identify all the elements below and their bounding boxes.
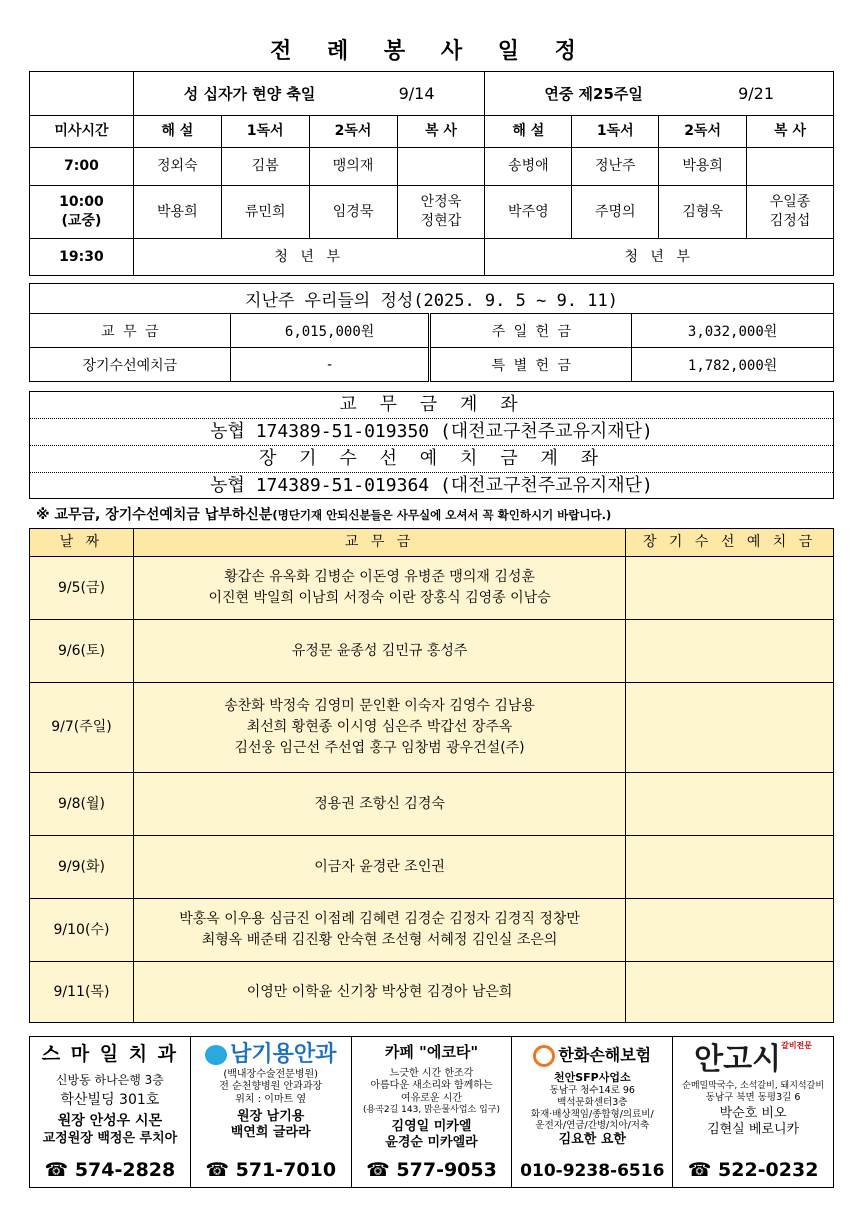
- server-cell: [397, 148, 485, 186]
- ad-phone: 010-9238-6516: [520, 1161, 665, 1181]
- donor-header-date: 날 짜: [30, 529, 134, 557]
- feast2-header: [485, 72, 834, 116]
- server-cell: 정외숙: [133, 148, 221, 186]
- page-title: 전 례 봉 사 일 정: [270, 39, 590, 64]
- ad-line: 윤경순 미카엘라: [385, 1134, 478, 1150]
- donor-date: 9/6(토): [30, 620, 134, 683]
- server-cell: 박주영: [485, 186, 572, 239]
- notice-main: ※ 교무금, 장기수선예치금 납부하신분: [36, 507, 273, 523]
- ad-strip: [29, 1036, 834, 1188]
- donor-ltr: [626, 773, 834, 836]
- table-row: [30, 773, 834, 836]
- donor-date: 9/7(주일): [30, 683, 134, 773]
- donor-names: 황갑손 유옥화 김병순 이돈영 유병준 맹의재 김성훈 이진현 박일희 이남희 서정숙 이란 장홍식 김영종 이남승: [133, 557, 625, 620]
- ad-phone: ☎ 574-2828: [44, 1159, 176, 1181]
- server-cell: 박용희: [659, 148, 747, 186]
- donor-names: 이영만 이학윤 신기창 박상현 김경아 남은희: [133, 962, 625, 1023]
- youth-group-cell: 청 년 부: [485, 239, 834, 276]
- donor-header-ltr: 장 기 수 선 예 치 금: [626, 529, 834, 557]
- ad-line: (백내장수술전문병원): [223, 1068, 319, 1080]
- ad-title: 한화손해보험: [512, 1045, 672, 1067]
- ad-line: 여유로운 시간: [400, 1092, 463, 1104]
- offering-value: 1,782,000원: [632, 348, 834, 382]
- offering-value: 6,015,000원: [230, 314, 430, 348]
- table-row: [30, 557, 834, 620]
- notice: [36, 504, 611, 524]
- ad-restaurant: [673, 1037, 833, 1187]
- donor-names: 정용권 조항신 김경숙: [133, 773, 625, 836]
- donor-ltr: [626, 962, 834, 1023]
- server-cell: 박용희: [133, 186, 221, 239]
- col-header: 1독서: [221, 116, 309, 148]
- offering-table: [29, 283, 834, 382]
- feast1-header: [133, 72, 485, 116]
- server-cell: 송병애: [485, 148, 572, 186]
- feast2-name: 연중 제25주일: [544, 84, 643, 103]
- ad-line: 위치 : 이마트 옆: [235, 1093, 307, 1105]
- table-row: [30, 620, 834, 683]
- col-header: 2독서: [659, 116, 747, 148]
- table-row: [30, 962, 834, 1023]
- donor-ltr: [626, 899, 834, 962]
- ad-tag: 갈비전문: [781, 1041, 813, 1050]
- notice-sub: (명단기재 안되신분들은 사무실에 오셔서 꼭 확인하시기 바랍니다.): [272, 508, 612, 522]
- eye-logo-icon: [205, 1045, 227, 1065]
- donor-names: 유정문 윤종성 김민규 홍성주: [133, 620, 625, 683]
- donor-names: 이금자 윤경란 조인권: [133, 836, 625, 899]
- ad-line: 교정원장 백정은 루치아: [42, 1130, 178, 1146]
- donor-date: 9/9(화): [30, 836, 134, 899]
- server-cell: 임경묵: [309, 186, 397, 239]
- ad-line: 신방동 하나은행 3층: [55, 1072, 164, 1087]
- mass-time: 7:00: [30, 148, 134, 186]
- donor-names: 송찬화 박정숙 김영미 문인환 이숙자 김영수 김남용 최선희 황현종 이시영 심은주 박갑선 장주옥 김선웅 임근선 주선엽 홍구 임창범 광우건설(주): [133, 683, 625, 773]
- donor-ltr: [626, 557, 834, 620]
- offering-label: 주 일 헌 금: [430, 314, 632, 348]
- mass-time: 10:00 (교중): [30, 186, 134, 239]
- donor-names: 박홍옥 이우용 심금진 이점례 김혜련 김경순 김정자 김경직 정창만 최형옥 배준태 김진황 안숙현 조선형 서혜정 김인실 조은의: [133, 899, 625, 962]
- server-cell: 맹의재: [309, 148, 397, 186]
- donor-ltr: [626, 683, 834, 773]
- server-cell: 안정욱 정현갑: [397, 186, 485, 239]
- account-title: 교 무 금 계 좌: [30, 392, 833, 419]
- ad-title: 카페 "에코타": [384, 1043, 479, 1061]
- col-header: 복 사: [747, 116, 834, 148]
- hanwha-logo-icon: [533, 1045, 555, 1067]
- table-row: [30, 899, 834, 962]
- donor-ltr: [626, 620, 834, 683]
- ad-line: 원장 남기용: [237, 1109, 305, 1124]
- ad-line: 느긋한 시간 한조각: [389, 1067, 474, 1079]
- ad-cafe: [352, 1037, 513, 1187]
- ad-phone: ☎ 577-9053: [366, 1159, 497, 1181]
- col-header: 2독서: [309, 116, 397, 148]
- ad-line: 원장 안성우 시몬: [57, 1113, 163, 1130]
- account-number: 농협 174389-51-019364 (대전교구천주교유지재단): [210, 475, 653, 496]
- account-box: [29, 391, 834, 499]
- offering-label: 교 무 금: [30, 314, 231, 348]
- corner-cell: [30, 72, 134, 116]
- ad-title: 남기용안과: [191, 1041, 351, 1069]
- offering-value: 3,032,000원: [632, 314, 834, 348]
- donor-date: 9/11(목): [30, 962, 134, 1023]
- server-cell: 김봄: [221, 148, 309, 186]
- youth-group-cell: 청 년 부: [133, 239, 485, 276]
- ad-line: 박순호 비오: [719, 1105, 787, 1121]
- donor-date: 9/5(금): [30, 557, 134, 620]
- donor-date: 9/8(월): [30, 773, 134, 836]
- feast2-date: 9/21: [738, 83, 775, 103]
- schedule-table: [29, 71, 834, 276]
- ad-line: 전 순천향병원 안과과장: [219, 1081, 323, 1092]
- mass-time: 19:30: [30, 239, 134, 276]
- feast1-date: 9/14: [398, 83, 435, 103]
- ad-dental: [30, 1037, 191, 1187]
- ad-line: 아름다운 새소리와 함께하는: [370, 1080, 493, 1092]
- col-header: 1독서: [572, 116, 659, 148]
- server-cell: 주명의: [572, 186, 659, 239]
- ad-line: 동남구 북면 동평3길 6: [705, 1091, 801, 1103]
- account-title: 장 기 수 선 예 치 금 계 좌: [30, 446, 833, 473]
- ad-line: 천안SFP사업소: [553, 1071, 631, 1084]
- offering-value: -: [230, 348, 430, 382]
- ad-line: 학산빌딩 301호: [60, 1091, 160, 1108]
- ad-title: 스 마 일 치 과: [41, 1043, 179, 1065]
- account-number: 농협 174389-51-019350 (대전교구천주교유지재단): [30, 419, 833, 446]
- donor-date: 9/10(수): [30, 899, 134, 962]
- ad-line: 순메밀막국수, 소석갈비, 돼지석갈비: [682, 1080, 825, 1091]
- donor-ltr: [626, 836, 834, 899]
- ad-line: 김요한 요한: [558, 1132, 626, 1148]
- offering-caption: 지난주 우리들의 정성(2025. 9. 5 ~ 9. 11): [30, 284, 834, 314]
- col-header: 해 설: [485, 116, 572, 148]
- col-header: 복 사: [397, 116, 485, 148]
- col-header: 해 설: [133, 116, 221, 148]
- ad-insurance: [512, 1037, 673, 1187]
- server-cell: 김형욱: [659, 186, 747, 239]
- ad-line: (용곡2길 143, 맑은물사업소 입구): [362, 1105, 500, 1116]
- col-header: 미사시간: [30, 116, 134, 148]
- donor-header-names: 교 무 금: [133, 529, 625, 557]
- donor-table: [29, 528, 834, 1023]
- offering-label: 특 별 헌 금: [430, 348, 632, 382]
- ad-line: 동남구 청수14로 96: [549, 1084, 635, 1096]
- ad-title: 안고시$^{갈비전문}$: [694, 1041, 813, 1077]
- ad-line: 김영일 미카엘: [391, 1118, 472, 1134]
- ad-line: 백석문화센터3층: [557, 1096, 628, 1108]
- table-row: [30, 836, 834, 899]
- ad-line: 운전자/연금/간병/치아/저축: [535, 1120, 650, 1132]
- server-cell: 우일종 김정섭: [747, 186, 834, 239]
- server-cell: 류민희: [221, 186, 309, 239]
- ad-phone: ☎ 571-7010: [205, 1159, 337, 1181]
- ad-line: 백연희 글라라: [230, 1125, 311, 1141]
- ad-eye-clinic: [191, 1037, 352, 1187]
- ad-phone: ☎ 522-0232: [687, 1159, 819, 1181]
- server-cell: [747, 148, 834, 186]
- ad-line: 김현실 베로니카: [707, 1121, 800, 1137]
- ad-line: 화재·배상책임/종합형/의료비/: [530, 1108, 654, 1120]
- feast1-name: 성 십자가 현양 축일: [183, 84, 316, 103]
- table-row: [30, 683, 834, 773]
- server-cell: 정난주: [572, 148, 659, 186]
- offering-label: 장기수선예치금: [30, 348, 231, 382]
